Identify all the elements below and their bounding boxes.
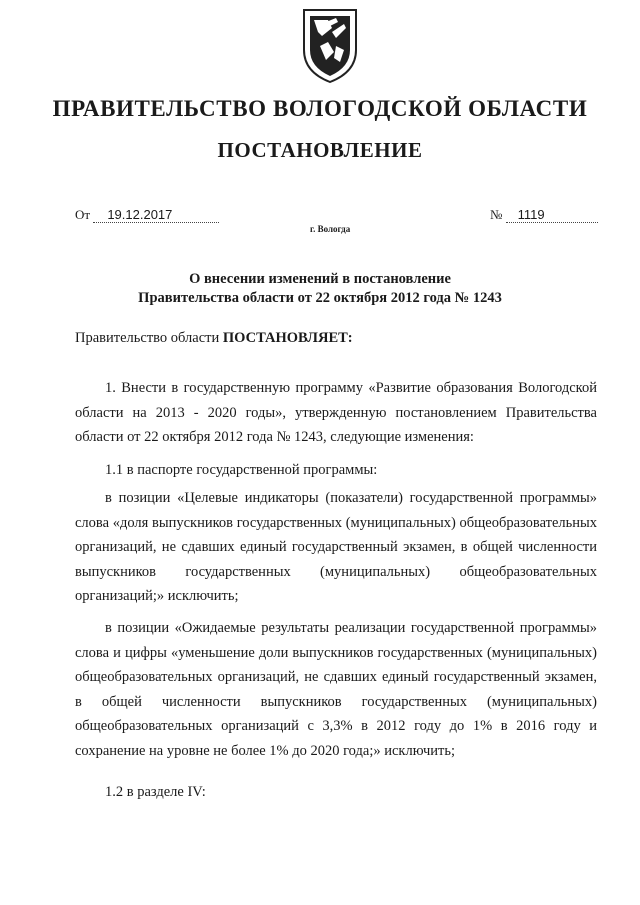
number-field: [490, 207, 598, 223]
subject-line: Правительства области от 22 октября 2012 года № 1243: [138, 290, 502, 306]
document-subject: [0, 270, 640, 308]
paragraph-1: [75, 376, 597, 450]
subject-line: О внесении изменений в постановление: [189, 271, 451, 287]
date-field: [75, 207, 219, 223]
city-label: г. Вологда: [310, 224, 351, 234]
paragraph-text: 1.2 в разделе IV:: [105, 784, 206, 800]
government-title: ПРАВИТЕЛЬСТВО ВОЛОГОДСКОЙ ОБЛАСТИ: [52, 96, 588, 121]
resolve-word: ПОСТАНОВЛЯЕТ:: [222, 330, 353, 346]
paragraph-indicators: [75, 486, 597, 609]
date-value: 19.12.2017: [93, 207, 219, 223]
date-prefix: От: [75, 207, 91, 222]
resolve-prefix: Правительство области: [75, 330, 220, 346]
paragraph-text: 1. Внести в государственную программу «Развитие образования Вологодской области на 2013 - 2020 годы», утвержденную постановлением Правительства области от 22 октября 2012 года № 1243, следующие изменения:: [75, 380, 597, 446]
resolve-line: [75, 330, 597, 347]
paragraph-results: [75, 616, 597, 764]
paragraph-1-1: [75, 458, 597, 483]
document-type: ПОСТАНОВЛЕНИЕ: [217, 138, 423, 162]
number-prefix: №: [490, 207, 503, 222]
coat-of-arms-icon: [298, 6, 362, 86]
number-value: 1119: [506, 207, 598, 223]
paragraph-text: в позиции «Целевые индикаторы (показатели) государственной программы» слова «доля выпускников государственных (муниципальных) общеобразовательных организаций, не сдавших единый государственный экзамен, в общей численности выпускников государственных (муниципальных) общеобразовательных организаций;» исключить;: [75, 490, 597, 605]
paragraph-1-2: [75, 780, 597, 805]
paragraph-text: в позиции «Ожидаемые результаты реализации государственной программы» слова и цифры «уменьшение доли выпускников государственных (муниципальных) общеобразовательных организаций, не сдавших единый государственный экзамен, в общей численности выпускников государственных (муниципальных) общеобразовательных организаций с 3,3% в 2012 году до 1% в 2016 году и сохранение на уровне не более 1% до 2020 года;» исключить;: [75, 620, 597, 759]
paragraph-text: 1.1 в паспорте государственной программы:: [105, 462, 378, 478]
